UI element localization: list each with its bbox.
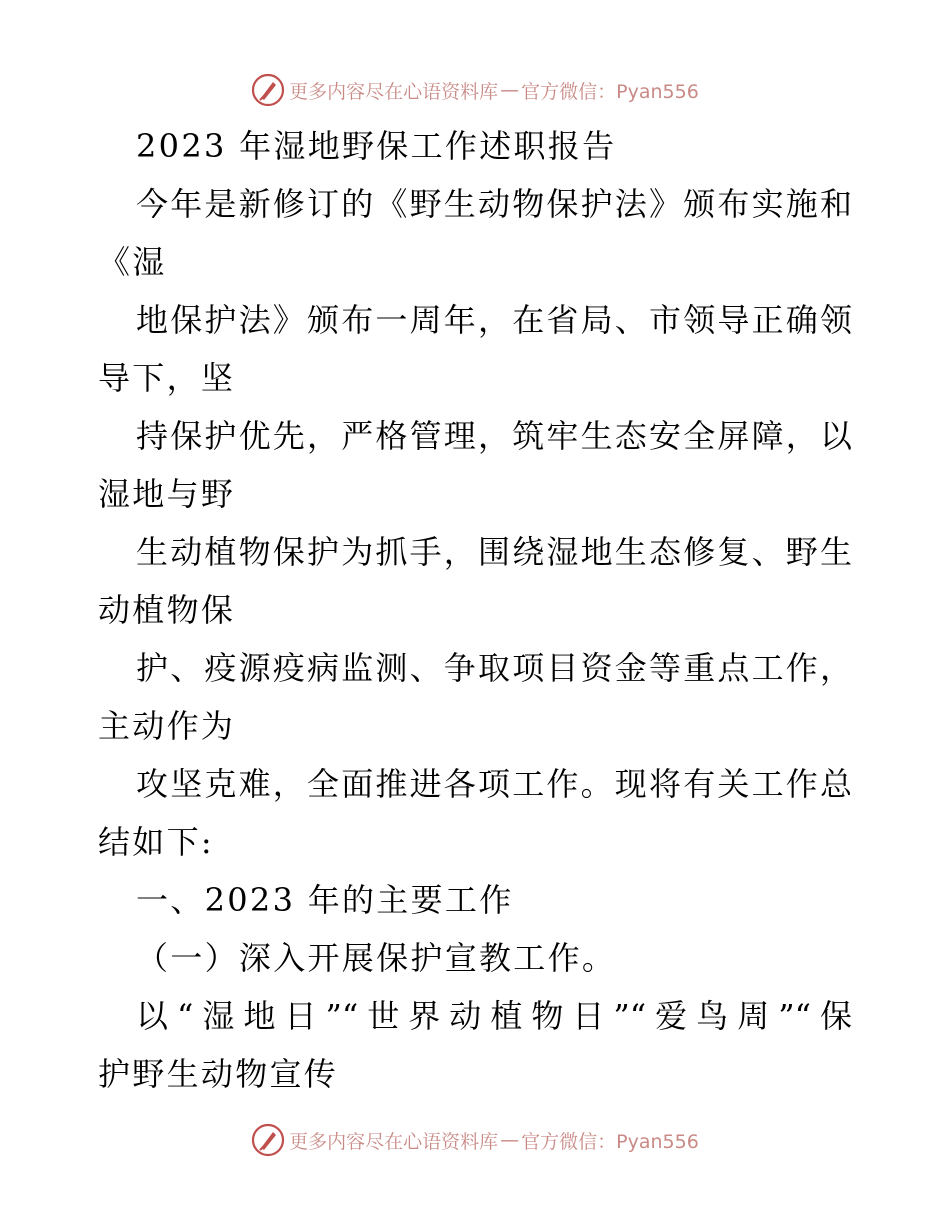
- header-watermark: [0, 70, 950, 110]
- section-heading: 一、2023 年的主要工作: [136, 881, 514, 919]
- paragraph-line: 生动植物保护为抓手，围绕湿地生态修复、野生: [136, 533, 852, 571]
- watermark-separator: —: [500, 1129, 520, 1151]
- paragraph-line: 持保护优先，严格管理，筑牢生态安全屏障，以: [136, 417, 852, 455]
- paragraph-line: 湿地与野: [98, 475, 236, 513]
- paragraph-line: 护野生动物宣传: [98, 1055, 339, 1093]
- watermark-text: 更多内容尽在心语资料库: [289, 1130, 499, 1153]
- paragraph-line: 地保护法》颁布一周年，在省局、市领导正确领: [136, 301, 852, 339]
- paragraph-line: 主动作为: [98, 707, 236, 745]
- watermark-contact: 官方微信：Pyan556: [521, 1130, 699, 1153]
- paragraph-line: 攻坚克难，全面推进各项工作。现将有关工作总: [136, 765, 852, 803]
- paragraph-line: 今年是新修订的《野生动物保护法》颁布实施和: [136, 185, 852, 223]
- watermark-text: 更多内容尽在心语资料库: [289, 80, 499, 103]
- document-body: [98, 117, 852, 1103]
- paragraph-line: 导下，坚: [98, 359, 236, 397]
- quill-logo-icon: [251, 73, 285, 107]
- watermark-separator: —: [500, 79, 520, 101]
- paragraph-line: 动植物保: [98, 591, 236, 629]
- paragraph-line: 以“湿地日”“世界动植物日”“爱鸟周”“保: [136, 997, 852, 1035]
- subsection-heading: （一）深入开展保护宣教工作。: [136, 939, 617, 977]
- document-title: 2023 年湿地野保工作述职报告: [136, 127, 617, 165]
- paragraph-line: 结如下:: [98, 823, 214, 861]
- quill-logo-icon: [251, 1123, 285, 1157]
- watermark-contact: 官方微信：Pyan556: [521, 80, 699, 103]
- paragraph-line: 护、疫源疫病监测、争取项目资金等重点工作，: [136, 649, 852, 687]
- footer-watermark: [0, 1120, 950, 1160]
- paragraph-line: 《湿: [98, 243, 167, 281]
